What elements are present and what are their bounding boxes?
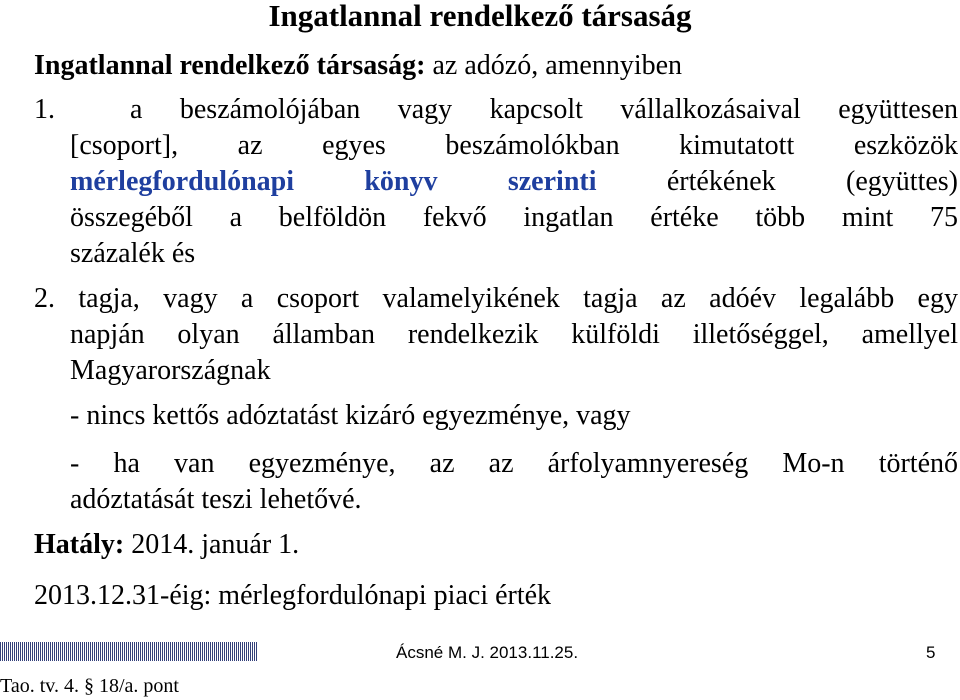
item1-highlight: mérlegfordulónapi könyv szerinti xyxy=(70,166,597,197)
slide-title: Ingatlannal rendelkező társaság xyxy=(268,0,692,33)
item2-dash1: - nincs kettős adóztatást kizáró egyezménye, vagy xyxy=(70,400,631,431)
definition-term: Ingatlannal rendelkező társaság: xyxy=(34,50,426,81)
footer-page-number: 5 xyxy=(926,643,936,662)
definition-line xyxy=(34,48,682,84)
previous-value-line: 2013.12.31-éig: mérlegfordulónapi piaci érték xyxy=(34,580,552,611)
item2-dash2-line2: adóztatását teszi lehetővé. xyxy=(70,484,362,515)
item1-line1: 1. a beszámolójában vagy kapcsolt vállalkozásaival együttesen xyxy=(34,94,958,125)
effective-date: 2014. január 1. xyxy=(124,529,300,560)
item1-line3-rest: értékének (együttes) xyxy=(596,166,958,197)
definition-rest: az adózó, amennyiben xyxy=(425,50,683,81)
footer-stripe-decoration xyxy=(0,642,258,661)
item2-line1: 2. tagja, vagy a csoport valamelyikének tagja az adóév legalább egy xyxy=(34,283,958,314)
item2-line2: napján olyan államban rendelkezik külföldi illetőséggel, amellyel xyxy=(70,319,958,350)
effective-line xyxy=(34,527,299,563)
footer-author-date: Ácsné M. J. 2013.11.25. xyxy=(396,643,579,662)
item2-line3: Magyarországnak xyxy=(70,355,271,386)
item1-line5: százalék és xyxy=(70,238,196,269)
effective-label: Hatály: xyxy=(34,529,125,560)
item1-line2: [csoport], az egyes beszámolókban kimutatott eszközök xyxy=(70,130,958,161)
item1-line4: összegéből a belföldön fekvő ingatlan értéke több mint 75 xyxy=(70,202,958,233)
item2-dash2-line1: - ha van egyezménye, az az árfolyamnyereség Mo-n történő xyxy=(70,448,958,479)
item1-line3 xyxy=(70,164,958,200)
legal-reference: Tao. tv. 4. § 18/a. pont xyxy=(0,675,179,697)
